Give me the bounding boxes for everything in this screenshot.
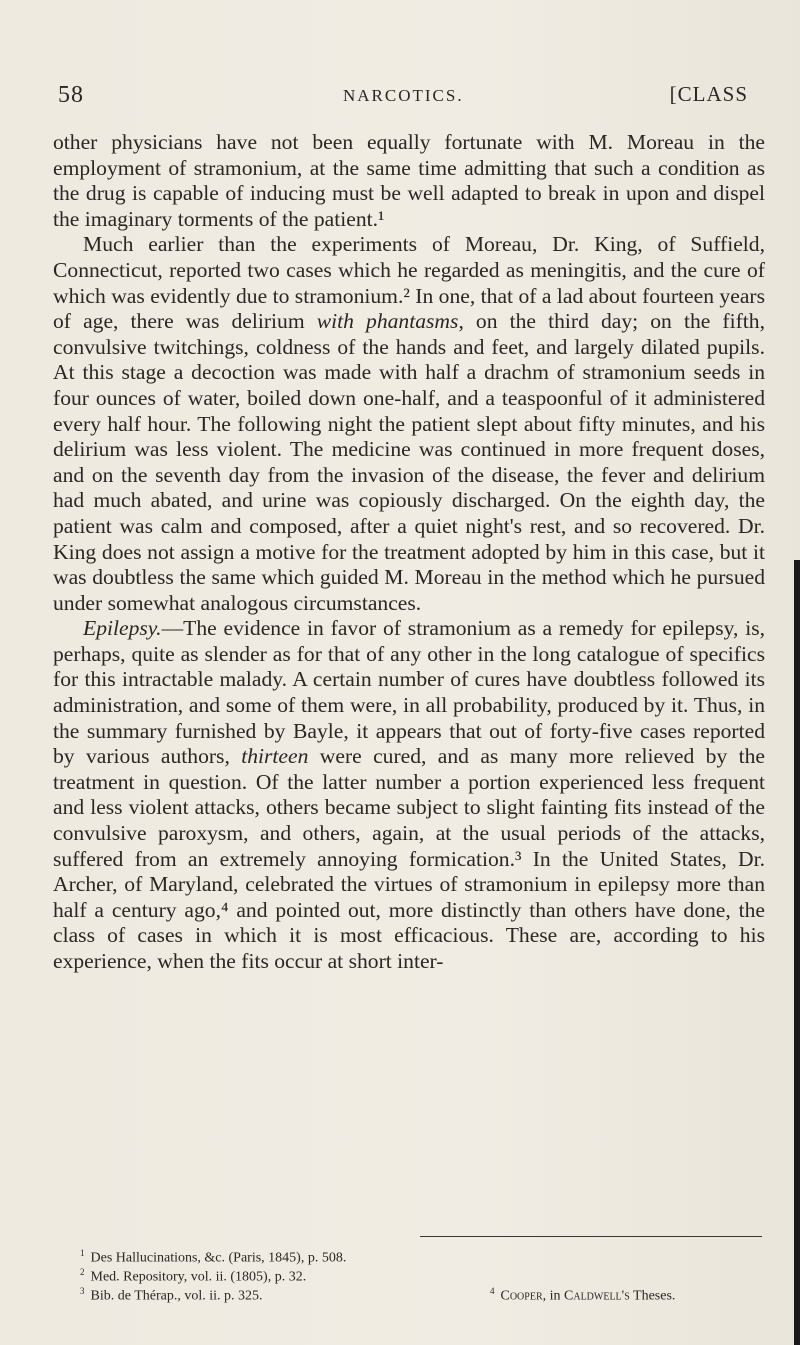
page-number: 58 [58, 82, 84, 108]
footnote-text: , in [542, 1288, 565, 1304]
footnote-mark: 3 [80, 1286, 85, 1296]
paragraph-text: , on the third day; on the fifth, convulsive twitchings, coldness of the hands and feet, and largely dilated pupils. At this stage a decoction was made with half a drachm of stramonium seeds in four ounces of water, boiled down one-half, and a teaspoonful of it administered every half hour. The following night the patient slept about fifty minutes, and his delirium was less violent. The medicine was continued in more frequent doses, and on the seventh day from the invasion of the disease, the fever and delirium had much abated, and urine was copiously discharged. On the eighth day, the patient was calm and composed, after a quiet night's rest, and so recovered. Dr. King does not assign a motive for the treatment adopted by him in this case, but it was doubtless the same which guided M. Moreau in the method which he pursued under somewhat analogous circumstances. [53, 309, 765, 615]
footnote-author: Caldwell's [564, 1288, 630, 1304]
paragraph-text: other physicians have not been equally fortunate with M. Moreau in the employment of stramonium, at the same time admitting that such a condition as the drug is capable of inducing must be well adapted to break in upon and dispel the imaginary torments of the patient.¹ [53, 130, 765, 231]
italic-phrase: thirteen [241, 744, 309, 769]
footnote-rule [420, 1236, 762, 1237]
footnote-author: Cooper [500, 1288, 543, 1304]
footnote-row [80, 1263, 770, 1285]
footnote-4 [490, 1282, 675, 1306]
footnote-mark: 4 [490, 1286, 495, 1296]
page-edge-shadow [794, 560, 800, 1345]
footnote-row [80, 1244, 770, 1266]
footnote-mark: 2 [80, 1267, 85, 1277]
footnote-text: Des Hallucinations, &c. (Paris, 1845), p. 508. [90, 1250, 347, 1266]
paragraph-text: —The evidence in favor of stramonium as a remedy for epilepsy, is, perhaps, quite as slender as for that of any other in the long catalogue of specifics for this intractable malady. A certain number of cures have doubtless followed its administration, and some of them were, in all probability, produced by it. Thus, in the summary furnished by Bayle, it appears that out of forty-five cases reported by various authors, [53, 616, 765, 769]
footnote-row [80, 1282, 770, 1304]
footnote-text: Bib. de Thérap., vol. ii. p. 325. [90, 1288, 263, 1304]
footnotes [80, 1244, 770, 1304]
footnote-text: Theses. [629, 1288, 676, 1304]
section-heading: Epilepsy. [83, 616, 162, 641]
running-title: NARCOTICS. [343, 86, 464, 105]
paragraph-text: Much earlier than the experiments of Moreau, Dr. King, of Suffield, Connecticut, reported two cases which he regarded as meningitis, and the cure of which was evidently due to stramonium.² In one, that of a lad about fourteen years of age, there was delirium [53, 232, 765, 334]
paragraph-text: were cured, and as many more relieved by the treatment in question. Of the latter number a portion experienced less frequent and less violent attacks, others became subject to slight fainting fits instead of the convulsive paroxysm, and others, again, at the usual periods of the attacks, suffered from an extremely annoying formication.³ In the United States, Dr. Archer, of Maryland, celebrated the virtues of stramonium in epilepsy more than half a century ago,⁴ and pointed out, more distinctly than others have done, the class of cases in which it is most efficacious. These are, according to his experience, when the fits occur at short inter- [53, 744, 766, 973]
paragraph-1 [53, 130, 765, 232]
footnote-text: Med. Repository, vol. ii. (1805), p. 32. [90, 1269, 307, 1285]
paragraph-2 [53, 232, 765, 616]
footnote-3 [80, 1282, 263, 1306]
paragraph-3 [53, 616, 765, 974]
italic-phrase: with phantasms [316, 309, 459, 334]
body-text [53, 130, 765, 975]
class-label: [CLASS [669, 82, 748, 106]
footnote-mark: 1 [80, 1248, 85, 1258]
page-header [58, 82, 748, 122]
